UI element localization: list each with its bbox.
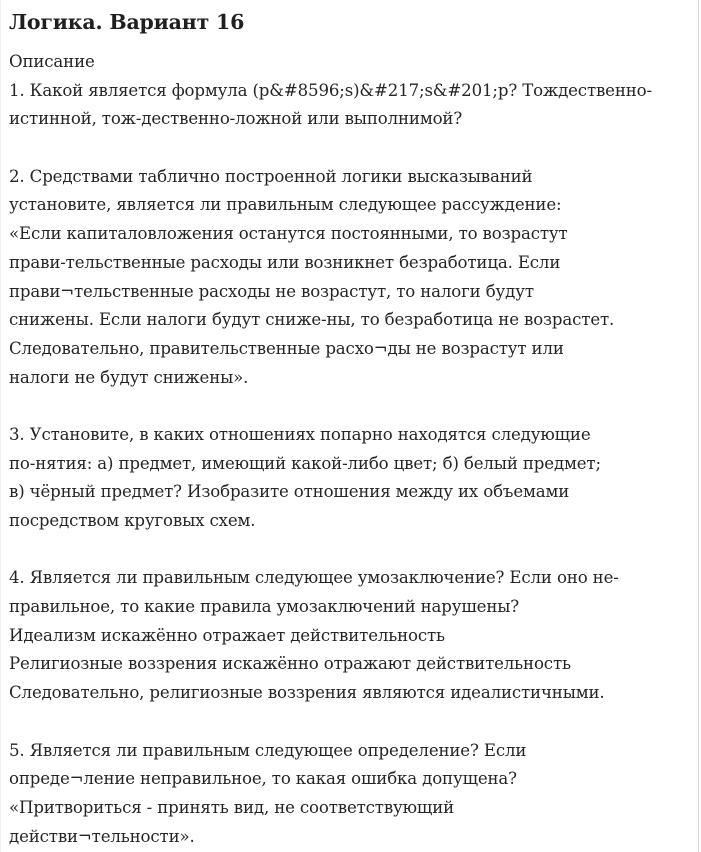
question-1-line-1: 1. Какой является формула (p&#8596;s)&#217;s&#201;p? Тождественно- [9, 80, 652, 100]
question-2-line-2: установите, является ли правильным следующее рассуждение: [9, 195, 562, 215]
question-2-line-5: прави¬тельственные расходы не возрастут, то налоги будут [9, 281, 534, 301]
page-title: Логика. Вариант 16 [9, 10, 245, 34]
question-4-line-1: 4. Является ли правильным следующее умозаключение? Если оно не- [9, 568, 619, 588]
question-2-line-8: налоги не будут снижены». [9, 367, 249, 387]
spacer [9, 708, 699, 737]
question-2-line-1: 2. Средствами таблично построенной логики высказываний [9, 166, 533, 186]
spacer [9, 134, 699, 163]
description-label: Описание [9, 52, 95, 71]
question-4-line-5: Следовательно, религиозные воззрения являются идеалистичными. [9, 683, 605, 703]
question-2-line-7: Следовательно, правительственные расхо¬ды не возрастут или [9, 338, 564, 358]
question-5-line-3: «Притвориться - принять вид, не соответствующий [9, 797, 455, 817]
question-1-line-2: истинной, тож-дественно-ложной или выполнимой? [9, 109, 463, 129]
question-5-line-4: действи¬тельности». [9, 826, 195, 846]
question-4-line-2: правильное, то какие правила умозаключений нарушены? [9, 597, 520, 617]
question-3-line-4: посредством круговых схем. [9, 511, 256, 530]
spacer [9, 536, 699, 565]
question-3-line-1: 3. Установите, в каких отношениях попарно находятся следующие [9, 424, 591, 444]
question-4-line-4: Религиозные воззрения искажённо отражают действительность [9, 654, 571, 674]
spacer [9, 392, 699, 421]
question-3-line-2: по-нятия: а) предмет, имеющий какой-либо цвет; б) белый предмет; [9, 453, 601, 473]
question-2-line-3: «Если капиталовложения останутся постоянными, то возрастут [9, 224, 568, 244]
question-5-line-2: опреде¬ление неправильное, то какая ошибка допущена? [9, 769, 517, 789]
question-2-line-6: снижены. Если налоги будут сниже-ны, то безработица не возрастет. [9, 310, 615, 330]
question-2-line-4: прави-тельственные расходы или возникнет безработица. Если [9, 252, 561, 272]
task-content [9, 48, 699, 851]
question-4-line-3: Идеализм искажённо отражает действительность [9, 625, 445, 645]
question-3-line-3: в) чёрный предмет? Изобразите отношения между их объемами [9, 482, 570, 502]
question-5-line-1: 5. Является ли правильным следующее определение? Если [9, 740, 527, 760]
